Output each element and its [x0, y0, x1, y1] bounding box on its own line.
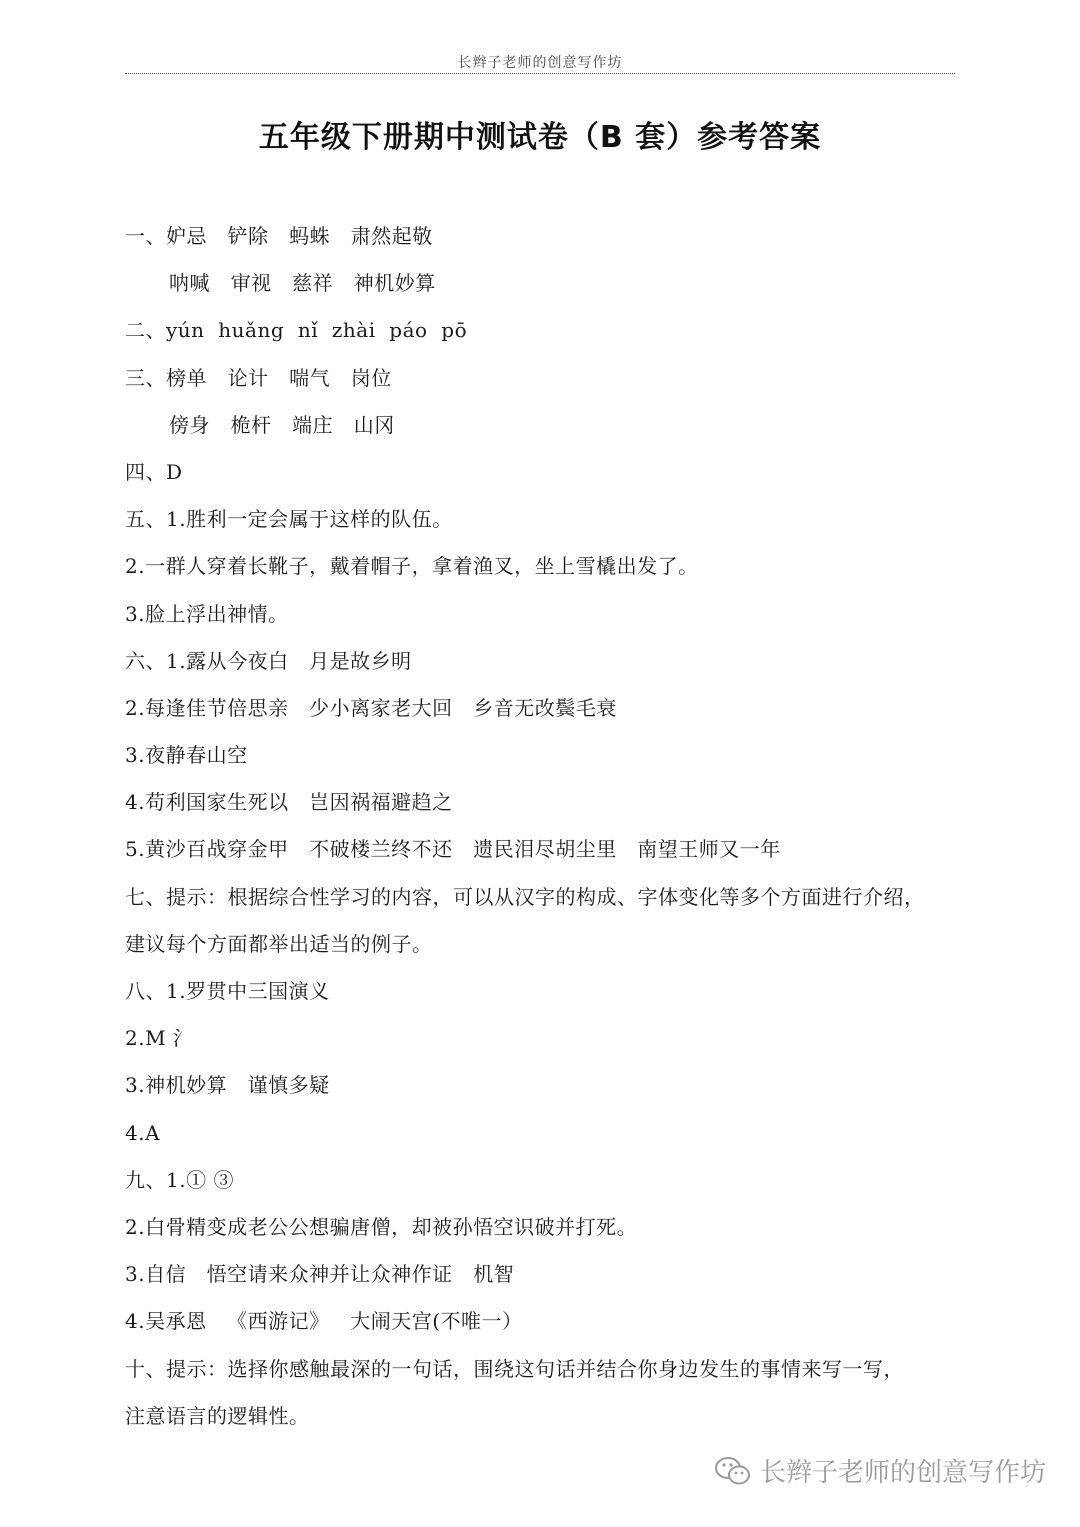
page-title: 五年级下册期中测试卷（B 套）参考答案 [258, 120, 822, 155]
answer-line: 八、1.罗贯中三国演义 [125, 979, 330, 1003]
answer-line: 九、1.① ③ [125, 1167, 234, 1192]
answer-line: 4.苟利国家生死以 岂因祸福避趋之 [125, 790, 453, 815]
header-divider [125, 73, 955, 74]
answer-line: 呐喊 审视 慈祥 神机妙算 [169, 271, 436, 296]
answer-line: 六、1.露从今夜白 月是故乡明 [125, 648, 412, 673]
answer-line: 一、妒忌 铲除 蚂蛛 肃然起敬 [125, 224, 433, 248]
answer-line: 七、提示：根据综合性学习的内容，可以从汉字的构成、字体变化等多个方面进行介绍， [125, 884, 925, 909]
answer-line: 三、榜单 论计 喘气 岗位 [125, 365, 392, 390]
answer-line: 4.A [125, 1120, 161, 1145]
answer-line: 4.吴承恩 《西游记》 大闹天宫(不唯一） [125, 1309, 523, 1334]
answer-line: 建议每个方面都举出适当的例子。 [125, 931, 433, 956]
answer-line: 傍身 桅杆 端庄 山冈 [169, 412, 395, 437]
answer-line: 2.每逢佳节倍思亲 少小离家老大回 乡音无改鬓毛衰 [125, 695, 617, 720]
answer-line: 3.脸上浮出神情。 [125, 601, 289, 626]
answer-line: 3.夜静春山空 [125, 743, 248, 768]
answer-list [125, 220, 965, 1447]
watermark-text: 长辫子老师的创意写作坊 [759, 1458, 1046, 1488]
answer-line: 2.一群人穿着长靴子，戴着帽子，拿着渔叉，坐上雪橇出发了。 [125, 554, 699, 579]
answer-line: 5.黄沙百战穿金甲 不破楼兰终不还 遗民泪尽胡尘里 南望王师又一年 [125, 837, 781, 862]
answer-line: 3.神机妙算 谨慎多疑 [125, 1073, 330, 1098]
answer-line: 3.自信 悟空请来众神并让众神作证 机智 [125, 1262, 515, 1287]
answer-line: 注意语言的逻辑性。 [125, 1403, 310, 1428]
wechat-icon [714, 1455, 752, 1487]
watermark [714, 1452, 1046, 1489]
answer-line: 二、yún huǎng nǐ zhài páo pō [125, 318, 468, 343]
answer-line: 2.M 氵 [125, 1026, 194, 1051]
answer-line: 四、D [125, 459, 183, 484]
answer-line: 2.白骨精变成老公公想骗唐僧，却被孙悟空识破并打死。 [125, 1214, 638, 1239]
answer-line: 五、1.胜利一定会属于这样的队伍。 [125, 507, 453, 532]
page-header: 长辫子老师的创意写作坊 [457, 55, 623, 71]
answer-line: 十、提示：选择你感触最深的一句话，围绕这句话并结合你身边发生的事情来写一写， [125, 1356, 904, 1381]
